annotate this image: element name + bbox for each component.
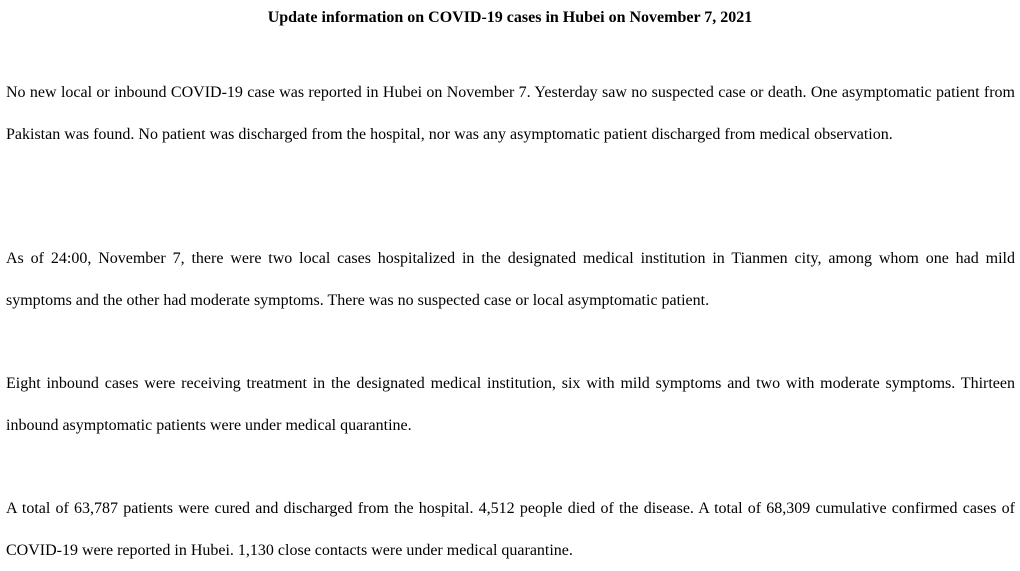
paragraph-cumulative-totals: A total of 63,787 patients were cured and discharged from the hospital. 4,512 people died of the disease. A total of 68,309 cumulative confirmed cases of COVID-19 were reported in Hubei. 1,130 close contacts were under medical quarantine. xyxy=(6,500,1015,559)
document-title: Update information on COVID-19 cases in Hubei on November 7, 2021 xyxy=(267,9,753,26)
paragraph-new-cases: No new local or inbound COVID-19 case was reported in Hubei on November 7. Yesterday saw no suspected case or death. One asymptomatic patient from Pakistan was found. No patient was discharged from the hospital, nor was any asymptomatic patient discharged from medical observation. xyxy=(6,84,1015,143)
paragraph-local-cases: As of 24:00, November 7, there were two local cases hospitalized in the designated medical institution in Tianmen city, among whom one had mild symptoms and the other had moderate symptoms. There was no suspected case or local asymptomatic patient. xyxy=(6,250,1015,309)
paragraph-inbound-cases: Eight inbound cases were receiving treatment in the designated medical institution, six with mild symptoms and two with moderate symptoms. Thirteen inbound asymptomatic patients were under medical quarantine. xyxy=(6,375,1015,434)
